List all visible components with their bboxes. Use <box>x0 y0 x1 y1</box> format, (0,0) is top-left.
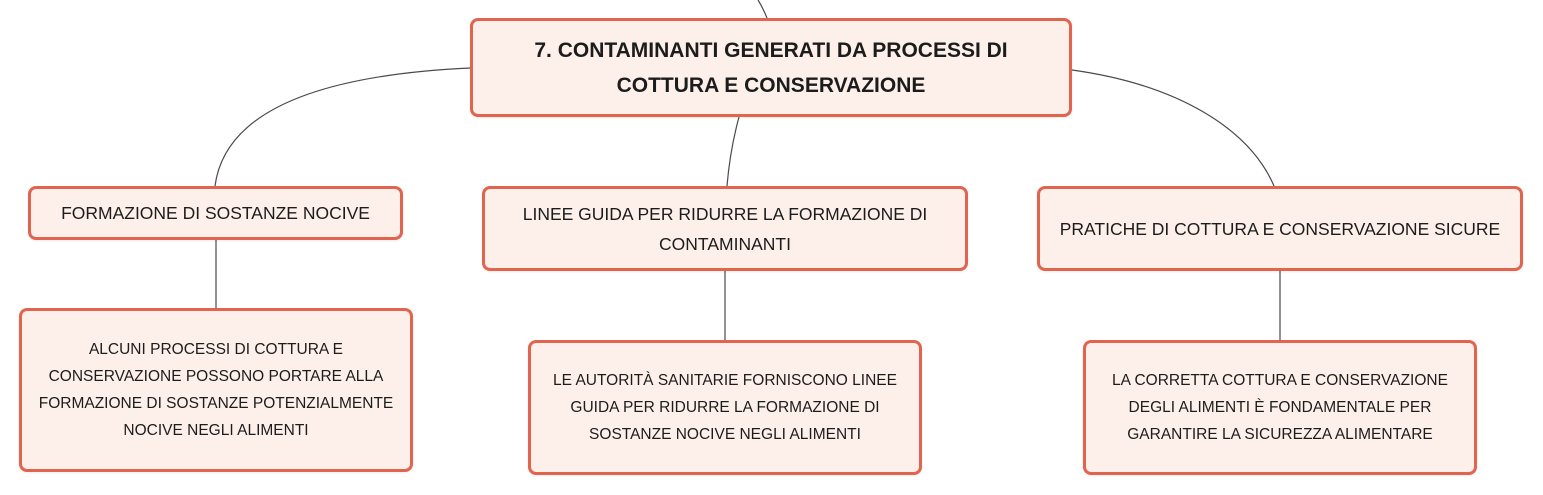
root-topic-node[interactable] <box>470 18 1072 117</box>
connector-parent-to-root <box>758 0 767 18</box>
leaf-label: LE AUTORITÀ SANITARIE FORNISCONO LINEE GUIDA PER RIDURRE LA FORMAZIONE DI SOSTANZE NOCIVE NEGLI ALIMENTI <box>553 372 897 443</box>
root-topic-label: 7. CONTAMINANTI GENERATI DA PROCESSI DI COTTURA E CONSERVAZIONE <box>534 38 1008 97</box>
branch-label: PRATICHE DI COTTURA E CONSERVAZIONE SICURE <box>1059 218 1501 239</box>
connector-root-to-branch-1 <box>215 68 470 186</box>
connector-root-to-branch-2 <box>727 117 739 186</box>
leaf-node-corretta-cottura[interactable] <box>1083 340 1477 475</box>
branch-label: FORMAZIONE DI SOSTANZE NOCIVE <box>61 203 370 223</box>
connector-root-to-branch-3 <box>1072 70 1274 186</box>
leaf-label: ALCUNI PROCESSI DI COTTURA E CONSERVAZIONE POSSONO PORTARE ALLA FORMAZIONE DI SOSTANZE POTENZIALMENTE NOCIVE NEGLI ALIMENTI <box>38 341 394 439</box>
leaf-node-autorita-sanitarie[interactable] <box>528 340 922 475</box>
branch-node-pratiche-sicure[interactable] <box>1037 186 1523 271</box>
leaf-label: LA CORRETTA COTTURA E CONSERVAZIONE DEGLI ALIMENTI È FONDAMENTALE PER GARANTIRE LA SICUREZZA ALIMENTARE <box>1112 372 1448 443</box>
branch-node-formazione-sostanze-nocive[interactable] <box>28 186 403 240</box>
branch-node-linee-guida[interactable] <box>482 186 968 271</box>
branch-label: LINEE GUIDA PER RIDURRE LA FORMAZIONE DI CONTAMINANTI <box>522 203 928 254</box>
leaf-node-formazione-sostanze[interactable] <box>19 308 413 472</box>
